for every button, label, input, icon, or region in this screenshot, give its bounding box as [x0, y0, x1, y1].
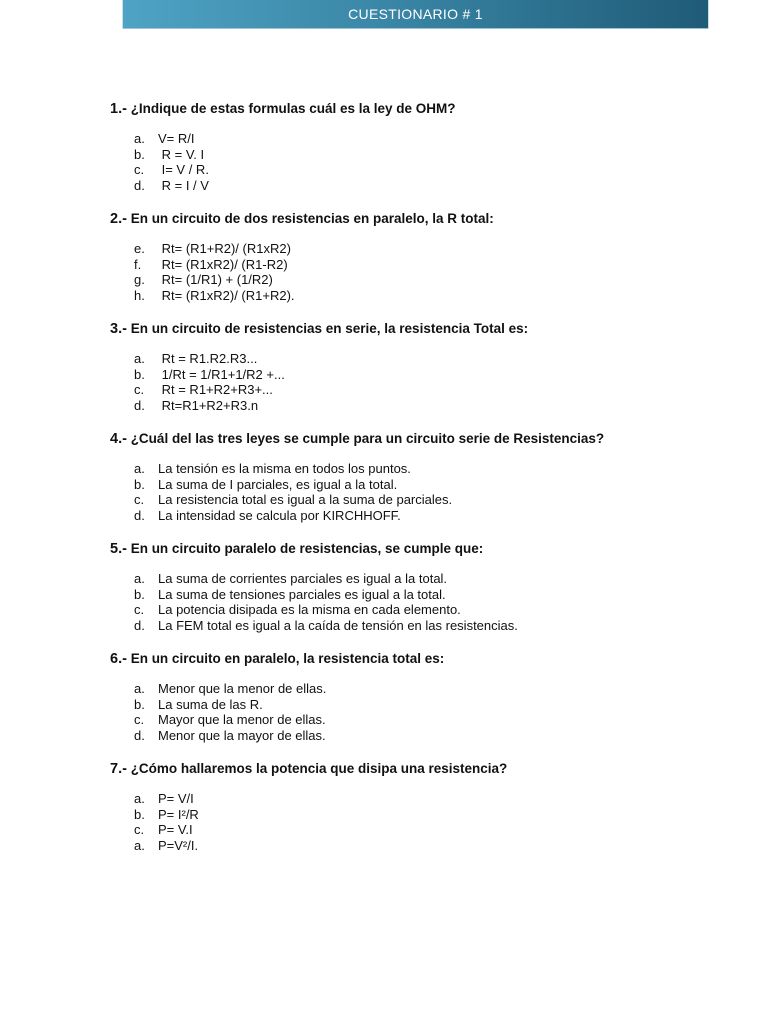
- options-list: [110, 681, 730, 743]
- option-text: La FEM total es igual a la caída de tensión en las resistencias.: [158, 617, 518, 633]
- options-list: [110, 571, 730, 633]
- question-number: 5.-: [110, 541, 127, 557]
- option-text: Rt= (R1xR2)/ (R1+R2).: [158, 287, 295, 303]
- option-item: [110, 351, 730, 367]
- option-item: [110, 587, 730, 603]
- option-letter: d.: [134, 507, 145, 523]
- option-text: P=V²/I.: [158, 837, 199, 853]
- options-list: [110, 241, 730, 303]
- option-letter: c.: [134, 712, 145, 727]
- option-letter: a.: [134, 571, 145, 586]
- question-title: [110, 651, 730, 667]
- option-letter: a.: [134, 837, 145, 853]
- question-1: [110, 101, 730, 193]
- page-title: CUESTIONARIO # 1: [348, 6, 483, 22]
- option-item: [110, 492, 730, 508]
- option-letter: a.: [134, 461, 145, 476]
- option-item: [110, 147, 730, 163]
- option-text: La suma de las R.: [158, 696, 263, 712]
- question-text: En un circuito en paralelo, la resistencia total es:: [130, 651, 445, 666]
- option-item: [110, 618, 730, 634]
- question-text: ¿Cuál del las tres leyes se cumple para un circuito serie de Resistencias?: [130, 431, 605, 446]
- question-5: [110, 541, 730, 633]
- question-6: [110, 651, 730, 743]
- option-text: Rt = R1+R2+R3+...: [158, 382, 273, 397]
- option-text: Rt=R1+R2+R3.n: [158, 397, 259, 413]
- option-text: La suma de I parciales, es igual a la total.: [158, 476, 398, 492]
- question-title: [110, 431, 730, 447]
- option-item: [110, 382, 730, 398]
- options-list: [110, 351, 730, 413]
- question-3: [110, 321, 730, 413]
- option-text: 1/Rt = 1/R1+1/R2 +...: [158, 366, 285, 382]
- option-item: [110, 681, 730, 697]
- option-letter: b.: [134, 146, 145, 162]
- option-letter: h.: [134, 287, 145, 303]
- question-2: [110, 211, 730, 303]
- option-letter: g.: [134, 272, 145, 287]
- question-4: [110, 431, 730, 523]
- option-item: [110, 508, 730, 524]
- option-item: [110, 571, 730, 587]
- option-text: La tensión es la misma en todos los puntos.: [158, 461, 411, 476]
- question-text: En un circuito de resistencias en serie, la resistencia Total es:: [130, 321, 529, 336]
- header-bar: [123, 0, 708, 28]
- question-title: [110, 211, 730, 227]
- option-text: I= V / R.: [158, 162, 209, 177]
- option-letter: d.: [134, 397, 145, 413]
- question-number: 4.-: [110, 431, 127, 447]
- option-letter: a.: [134, 131, 145, 146]
- option-letter: a.: [134, 351, 145, 366]
- option-item: [110, 131, 730, 147]
- option-text: La resistencia total es igual a la suma de parciales.: [158, 492, 453, 507]
- option-item: [110, 288, 730, 304]
- question-number: 3.-: [110, 321, 127, 337]
- question-7: [110, 761, 730, 853]
- option-item: [110, 398, 730, 414]
- option-text: Rt= (R1+R2)/ (R1xR2): [158, 241, 291, 256]
- question-title: [110, 101, 730, 117]
- option-item: [110, 602, 730, 618]
- question-text: En un circuito de dos resistencias en paralelo, la R total:: [130, 211, 494, 226]
- option-letter: b.: [134, 696, 145, 712]
- option-item: [110, 461, 730, 477]
- option-text: Rt= (1/R1) + (1/R2): [158, 272, 273, 287]
- option-text: Rt = R1.R2.R3...: [158, 351, 258, 366]
- options-list: [110, 791, 730, 853]
- question-text: En un circuito paralelo de resistencias, se cumple que:: [130, 541, 484, 556]
- question-title: [110, 541, 730, 557]
- option-text: La potencia disipada es la misma en cada elemento.: [158, 602, 461, 617]
- option-item: [110, 477, 730, 493]
- question-text: ¿Cómo hallaremos la potencia que disipa una resistencia?: [130, 761, 508, 776]
- option-text: Menor que la menor de ellas.: [158, 681, 327, 696]
- option-letter: a.: [134, 681, 145, 696]
- option-text: P= V.I: [158, 822, 193, 837]
- question-number: 1.-: [110, 101, 127, 117]
- option-letter: f.: [134, 256, 142, 272]
- option-item: [110, 367, 730, 383]
- option-item: [110, 838, 730, 854]
- option-item: [110, 257, 730, 273]
- option-letter: a.: [134, 791, 145, 806]
- question-title: [110, 321, 730, 337]
- option-item: [110, 162, 730, 178]
- question-number: 2.-: [110, 211, 127, 227]
- option-text: P= V/I: [158, 791, 194, 806]
- option-letter: d.: [134, 617, 145, 633]
- option-letter: b.: [134, 586, 145, 602]
- option-item: [110, 178, 730, 194]
- question-number: 6.-: [110, 651, 127, 667]
- option-letter: c.: [134, 162, 145, 177]
- option-item: [110, 728, 730, 744]
- option-item: [110, 822, 730, 838]
- option-letter: c.: [134, 822, 145, 837]
- option-letter: c.: [134, 492, 145, 507]
- option-item: [110, 807, 730, 823]
- options-list: [110, 131, 730, 193]
- options-list: [110, 461, 730, 523]
- option-letter: d.: [134, 177, 145, 193]
- option-letter: d.: [134, 727, 145, 743]
- question-text: ¿Indique de estas formulas cuál es la ley de OHM?: [130, 101, 456, 116]
- questionnaire: [110, 101, 730, 853]
- option-item: [110, 791, 730, 807]
- option-letter: b.: [134, 806, 145, 822]
- option-text: Menor que la mayor de ellas.: [158, 727, 326, 743]
- option-letter: c.: [134, 602, 145, 617]
- option-text: Rt= (R1xR2)/ (R1-R2): [158, 256, 288, 272]
- option-letter: c.: [134, 382, 145, 397]
- option-item: [110, 241, 730, 257]
- option-letter: e.: [134, 241, 145, 256]
- option-text: La suma de tensiones parciales es igual a la total.: [158, 586, 446, 602]
- option-text: V= R/I: [158, 131, 195, 146]
- question-title: [110, 761, 730, 777]
- question-number: 7.-: [110, 761, 127, 777]
- option-letter: b.: [134, 366, 145, 382]
- option-item: [110, 272, 730, 288]
- option-text: La intensidad se calcula por KIRCHHOFF.: [158, 507, 401, 523]
- option-text: P= I²/R: [158, 806, 199, 822]
- option-text: R = I / V: [158, 177, 209, 193]
- option-text: R = V. I: [158, 146, 205, 162]
- option-item: [110, 712, 730, 728]
- option-letter: b.: [134, 476, 145, 492]
- option-text: Mayor que la menor de ellas.: [158, 712, 326, 727]
- option-item: [110, 697, 730, 713]
- option-text: La suma de corrientes parciales es igual a la total.: [158, 571, 448, 586]
